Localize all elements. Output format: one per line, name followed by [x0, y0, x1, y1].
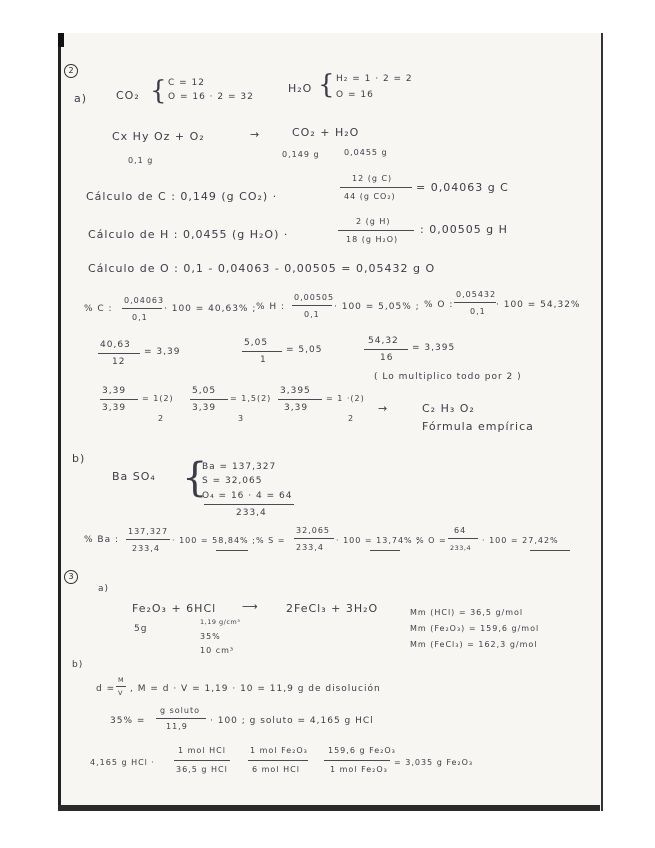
pc-o-result-b: · 100 = 27,42%	[482, 536, 559, 545]
pc-s-underline	[370, 550, 400, 551]
pc-s-denominator: 233,4	[296, 543, 324, 552]
pc-o-numerator-b: 64	[454, 526, 467, 535]
h2o-hydrogen-mass: H₂ = 1 · 2 = 2	[336, 74, 413, 84]
h2o-mass: 0,0455 g	[344, 148, 388, 157]
pc-h-label: % H :	[256, 302, 286, 312]
calc-c-result: = 0,04063 g C	[416, 181, 509, 194]
calc-c-numerator: 12 (g C)	[352, 174, 393, 183]
pc-ba-fraction-bar	[126, 539, 170, 540]
q3b-label: b)	[72, 660, 84, 670]
empirical-formula-label: Fórmula empírica	[422, 420, 534, 433]
percent-fraction-bar	[156, 718, 206, 719]
pc-o-denominator-b: 233,4	[450, 544, 472, 552]
pc-s-label: % S =	[256, 536, 286, 545]
pc-ba-underline	[216, 550, 248, 551]
factor2-denominator: 6 mol HCl	[252, 765, 300, 774]
div3-result: = 3,395	[412, 343, 456, 353]
h2o-oxygen-mass: O = 16	[336, 90, 374, 100]
ratio2-numerator: 5,05	[192, 386, 217, 396]
percent-denominator: 11,9	[166, 722, 188, 731]
q2b-label: b)	[72, 452, 86, 465]
co2-mass: 0,149 g	[282, 150, 320, 159]
conversion-start: 4,165 g HCl ·	[90, 758, 155, 767]
factor2-fraction-bar	[248, 760, 308, 761]
calc-c-text: Cálculo de C : 0,149 (g CO₂) ·	[86, 190, 278, 203]
co2-oxygen-mass: O = 16 · 2 = 32	[168, 92, 254, 102]
div1-result: = 3,39	[144, 347, 181, 357]
pc-ba-label: % Ba :	[84, 535, 119, 545]
ratio1-denominator: 3,39	[102, 403, 127, 413]
div2-numerator: 5,05	[244, 338, 269, 348]
ratio1-result: = 1(2)	[142, 394, 174, 403]
div1-denominator: 12	[112, 357, 126, 367]
corner-mark	[58, 33, 64, 47]
calc-h-text: Cálculo de H : 0,0455 (g H₂O) ·	[88, 228, 289, 241]
factor1-denominator: 36,5 g HCl	[176, 765, 228, 774]
percent-label: 35% =	[110, 716, 146, 726]
q3-reaction-arrow: ⟶	[242, 600, 259, 613]
h2o-brace: {	[318, 70, 335, 100]
q2a-label: a)	[74, 92, 88, 105]
calc-c-denominator: 44 (g CO₂)	[344, 192, 396, 201]
div1-numerator: 40,63	[100, 340, 131, 350]
calc-h-denominator: 18 (g H₂O)	[346, 235, 399, 244]
sample-mass: 0,1 g	[128, 156, 154, 165]
ratio1-numerator: 3,39	[102, 386, 127, 396]
factor3-denominator: 1 mol Fe₂O₃	[330, 765, 388, 774]
empirical-formula: C₂ H₃ O₂	[422, 402, 475, 415]
ratio2-result: = 1,5(2)	[230, 394, 272, 403]
co2-carbon-mass: C = 12	[168, 78, 205, 88]
pc-s-result: · 100 = 13,74% ;	[336, 536, 420, 545]
pc-ba-result: · 100 = 58,84% ;	[172, 536, 256, 545]
hcl-volume: 10 cm³	[200, 646, 235, 655]
mm-fe2o3: Mm (Fe₂O₃) = 159,6 g/mol	[410, 624, 540, 633]
o4-mass: O₄ = 16 · 4 = 64	[202, 491, 293, 501]
reaction-arrow: →	[250, 128, 261, 141]
conversion-result: = 3,035 g Fe₂O₃	[394, 758, 474, 767]
calc-h-numerator: 2 (g H)	[356, 217, 391, 226]
pc-o-denominator: 0,1	[470, 307, 486, 316]
ba-mass: Ba = 137,327	[202, 462, 277, 472]
pc-h-numerator: 0,00505	[294, 293, 335, 302]
mm-fecl3: Mm (FeCl₃) = 162,3 g/mol	[410, 640, 538, 649]
ratio3-fraction-bar	[278, 399, 322, 400]
reaction-reactants: Cx Hy Oz + O₂	[112, 130, 205, 143]
pc-c-result: · 100 = 40,63% ;	[164, 304, 257, 314]
pc-h-fraction-bar	[292, 305, 332, 306]
q3-products: 2FeCl₃ + 3H₂O	[286, 602, 379, 615]
co2-formula: CO₂	[116, 89, 140, 102]
pc-o-label-b: % O =	[416, 536, 447, 545]
ratio3-subscript: 2	[348, 414, 355, 423]
density-fraction-bar	[116, 686, 126, 687]
pc-o-fraction-bar	[454, 302, 496, 303]
baso4-sum-line	[204, 504, 294, 505]
multiply-note: ( Lo multiplico todo por 2 )	[374, 372, 522, 382]
fe2o3-mass: 5g	[134, 624, 148, 634]
ratio3-result: = 1 ·(2)	[326, 394, 365, 403]
div3-numerator: 54,32	[368, 336, 399, 346]
page-bottom-edge	[58, 805, 600, 811]
ratio2-subscript: 3	[238, 414, 245, 423]
ratio1-fraction-bar	[100, 399, 138, 400]
baso4-formula: Ba SO₄	[112, 470, 156, 483]
pc-ba-denominator: 233,4	[132, 544, 160, 553]
percent-numerator: g soluto	[160, 706, 201, 715]
hcl-percent: 35%	[200, 632, 221, 641]
factor1-fraction-bar	[174, 760, 230, 761]
pc-h-result: · 100 = 5,05% ;	[334, 302, 420, 312]
reaction-products: CO₂ + H₂O	[292, 126, 360, 139]
ratio3-numerator: 3,395	[280, 386, 311, 396]
result-arrow: →	[378, 402, 389, 415]
density-label: d =	[96, 684, 116, 694]
density-denominator: V	[118, 689, 123, 697]
mm-hcl: Mm (HCl) = 36,5 g/mol	[410, 608, 524, 617]
ratio2-denominator: 3,39	[192, 403, 217, 413]
calc-c-fraction-bar	[340, 187, 412, 188]
density-calculation: , M = d · V = 1,19 · 10 = 11,9 g de disolución	[130, 684, 381, 694]
pc-c-denominator: 0,1	[132, 313, 148, 322]
q3a-label: a)	[98, 584, 110, 594]
div2-fraction-bar	[242, 351, 282, 352]
pc-c-fraction-bar	[122, 308, 162, 309]
question-2-number: 2	[64, 64, 78, 78]
percent-calculation: · 100 ; g soluto = 4,165 g HCl	[210, 716, 374, 726]
div2-result: = 5,05	[286, 345, 323, 355]
factor3-numerator: 159,6 g Fe₂O₃	[328, 746, 396, 755]
factor3-fraction-bar	[324, 760, 390, 761]
hcl-density: 1,19 g/cm³	[200, 618, 241, 626]
div2-denominator: 1	[260, 355, 267, 365]
div1-fraction-bar	[98, 353, 140, 354]
pc-o-fraction-bar-b	[448, 538, 478, 539]
q3-reactants: Fe₂O₃ + 6HCl	[132, 602, 217, 615]
factor2-numerator: 1 mol Fe₂O₃	[250, 746, 308, 755]
calc-o-text: Cálculo de O : 0,1 - 0,04063 - 0,00505 = 0,05432 g O	[88, 262, 436, 275]
pc-s-fraction-bar	[294, 538, 334, 539]
pc-s-numerator: 32,065	[296, 526, 330, 535]
ratio2-fraction-bar	[190, 399, 228, 400]
pc-o-label: % O :	[424, 300, 454, 310]
question-3-number: 3	[64, 570, 78, 584]
factor1-numerator: 1 mol HCl	[178, 746, 226, 755]
pc-c-numerator: 0,04063	[124, 296, 165, 305]
pc-o-underline-b	[530, 550, 570, 551]
ratio3-denominator: 3,39	[284, 403, 309, 413]
calc-h-fraction-bar	[338, 230, 414, 231]
ratio1-subscript: 2	[158, 414, 165, 423]
baso4-brace: {	[182, 455, 208, 501]
baso4-total: 233,4	[236, 508, 267, 518]
pc-o-result: · 100 = 54,32%	[496, 300, 581, 310]
s-mass: S = 32,065	[202, 476, 263, 486]
density-numerator: M	[118, 676, 125, 684]
pc-ba-numerator: 137,327	[128, 527, 169, 536]
pc-o-numerator: 0,05432	[456, 290, 497, 299]
pc-c-label: % C :	[84, 304, 113, 314]
div3-denominator: 16	[380, 353, 394, 363]
div3-fraction-bar	[364, 349, 408, 350]
h2o-formula: H₂O	[288, 82, 313, 95]
calc-h-result: : 0,00505 g H	[420, 223, 508, 236]
pc-h-denominator: 0,1	[304, 310, 320, 319]
co2-brace: {	[150, 76, 167, 106]
